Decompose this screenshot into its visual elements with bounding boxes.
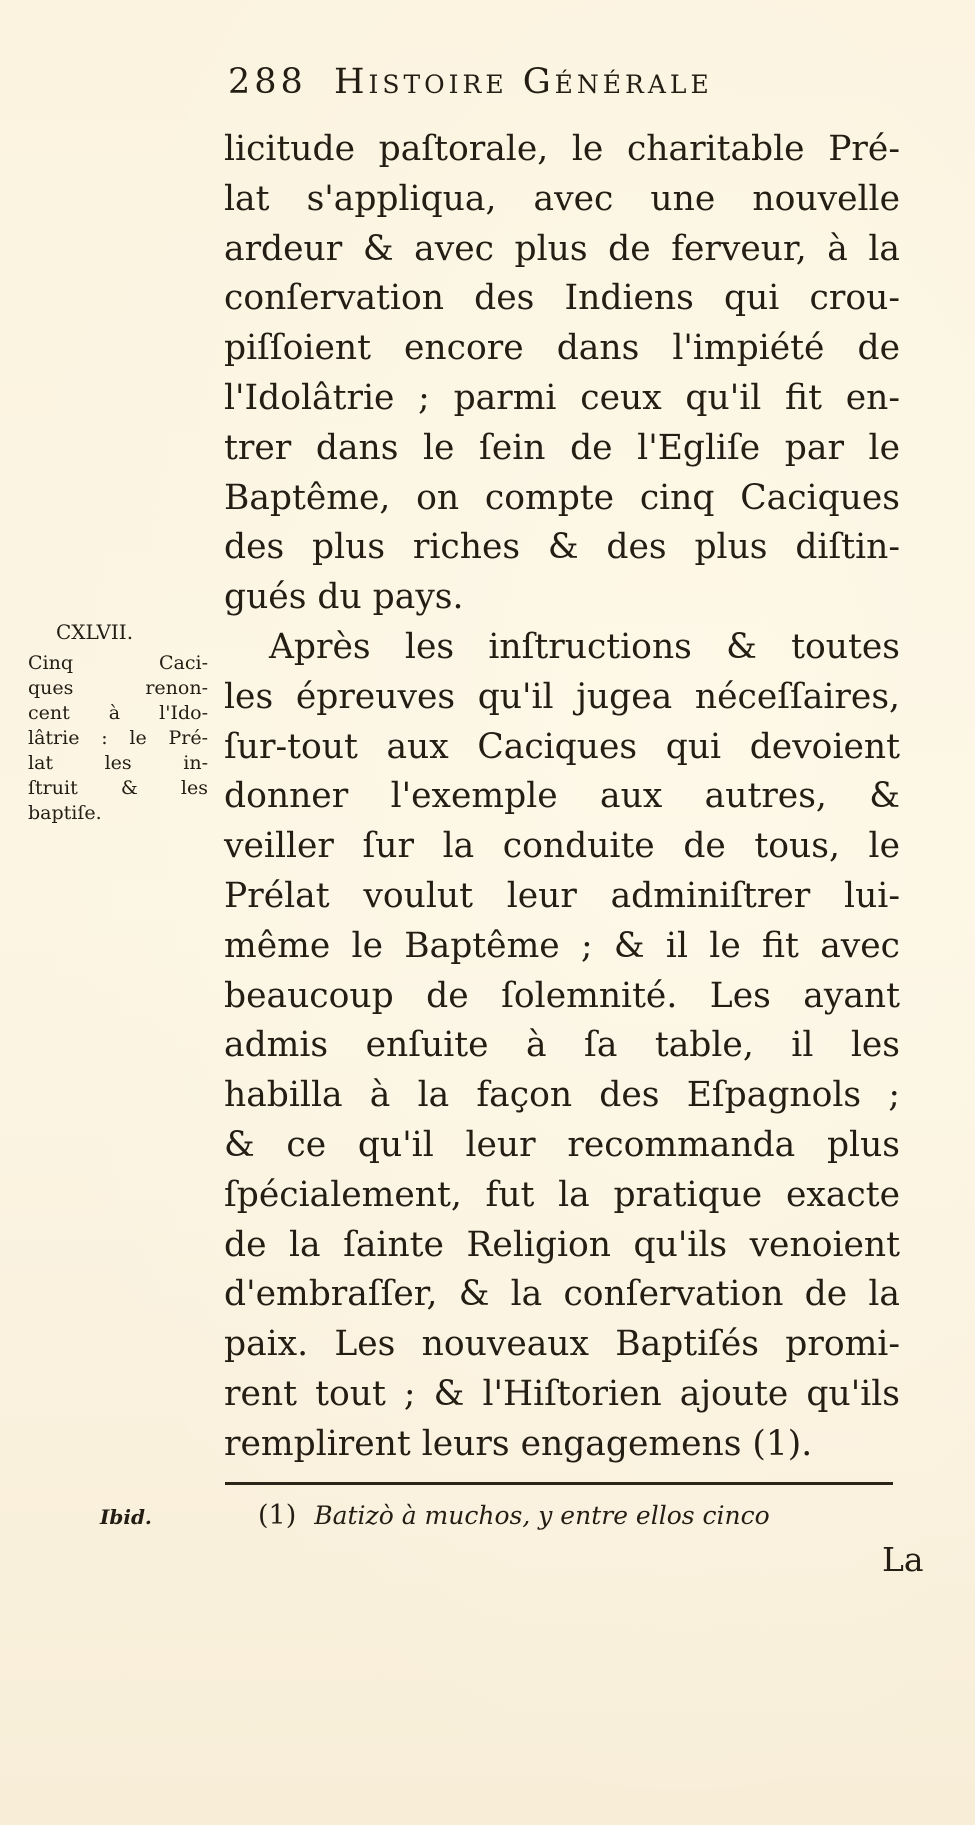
text-line: ardeur & avec plus de ferveur, à la: [224, 228, 900, 269]
paragraph-start-line: Après les inſtructions & toutes: [269, 626, 900, 667]
marginal-line: ſtruit & les: [28, 777, 208, 799]
running-head: [228, 62, 868, 102]
text-line: conſervation des Indiens qui crou-: [224, 278, 900, 319]
section-number: CXLVII.: [56, 620, 134, 644]
footnote: [258, 1500, 898, 1531]
text-line: même le Baptême ; & il le fit avec: [224, 925, 900, 966]
footnote-marker: (1): [258, 1500, 297, 1531]
text-line: lat s'appliqua, avec une nouvelle: [224, 178, 900, 219]
text-line: trer dans le ſein de l'Egliſe par le: [224, 427, 900, 468]
marginal-line: baptiſe.: [28, 802, 102, 824]
text-line: des plus riches & des plus diſtin-: [224, 527, 900, 568]
marginal-line: Cinq Caci-: [28, 652, 208, 674]
text-line: de la ſainte Religion qu'ils venoient: [224, 1224, 900, 1265]
text-line: paix. Les nouveaux Baptiſés promi-: [224, 1324, 900, 1365]
text-line: d'embraſſer, & la conſervation de la: [224, 1274, 900, 1315]
text-line: habilla à la façon des Eſpagnols ;: [224, 1075, 900, 1116]
text-line: Prélat voulut leur adminiſtrer lui-: [224, 875, 900, 916]
main-text: [224, 125, 900, 1470]
footnote-text: Batizò à muchos, y entre ellos cinco: [314, 1501, 770, 1530]
text-line: remplirent leurs engagemens (1).: [224, 1423, 813, 1464]
marginal-note: [28, 620, 208, 826]
text-line: ſpécialement, fut la pratique exacte: [224, 1174, 900, 1215]
text-line: rent tout ; & l'Hiſtorien ajoute qu'ils: [224, 1373, 900, 1414]
text-line: beaucoup de ſolemnité. Les ayant: [224, 975, 900, 1016]
running-head-title: Histoire Générale: [333, 62, 713, 102]
text-line: admis enſuite à ſa table, il les: [224, 1025, 900, 1066]
marginal-line: ques renon-: [28, 677, 208, 699]
marginal-line: lat les in-: [28, 752, 208, 774]
marginal-line: lâtrie : le Pré-: [28, 727, 208, 749]
text-line: veiller ſur la conduite de tous, le: [224, 826, 900, 867]
text-line: gués du pays.: [224, 577, 464, 618]
text-line: Baptême, on compte cinq Caciques: [224, 477, 900, 518]
text-line: licitude paſtorale, le charitable Pré-: [224, 129, 900, 169]
text-line: piſſoient encore dans l'impiété de: [224, 328, 900, 369]
footnote-side-label: Ibid.: [100, 1505, 152, 1529]
catchword: La: [882, 1540, 924, 1579]
text-line: & ce qu'il leur recommanda plus: [224, 1124, 900, 1165]
page-number: 288: [228, 62, 307, 102]
text-line: donner l'exemple aux autres, &: [224, 776, 900, 817]
text-line: ſur-tout aux Caciques qui devoient: [224, 726, 900, 767]
footnote-divider: [225, 1482, 893, 1485]
marginal-line: cent à l'Ido-: [28, 702, 208, 724]
text-line: les épreuves qu'il jugea néceſſaires,: [224, 676, 900, 717]
text-line: l'Idolâtrie ; parmi ceux qu'il fit en-: [224, 377, 900, 418]
